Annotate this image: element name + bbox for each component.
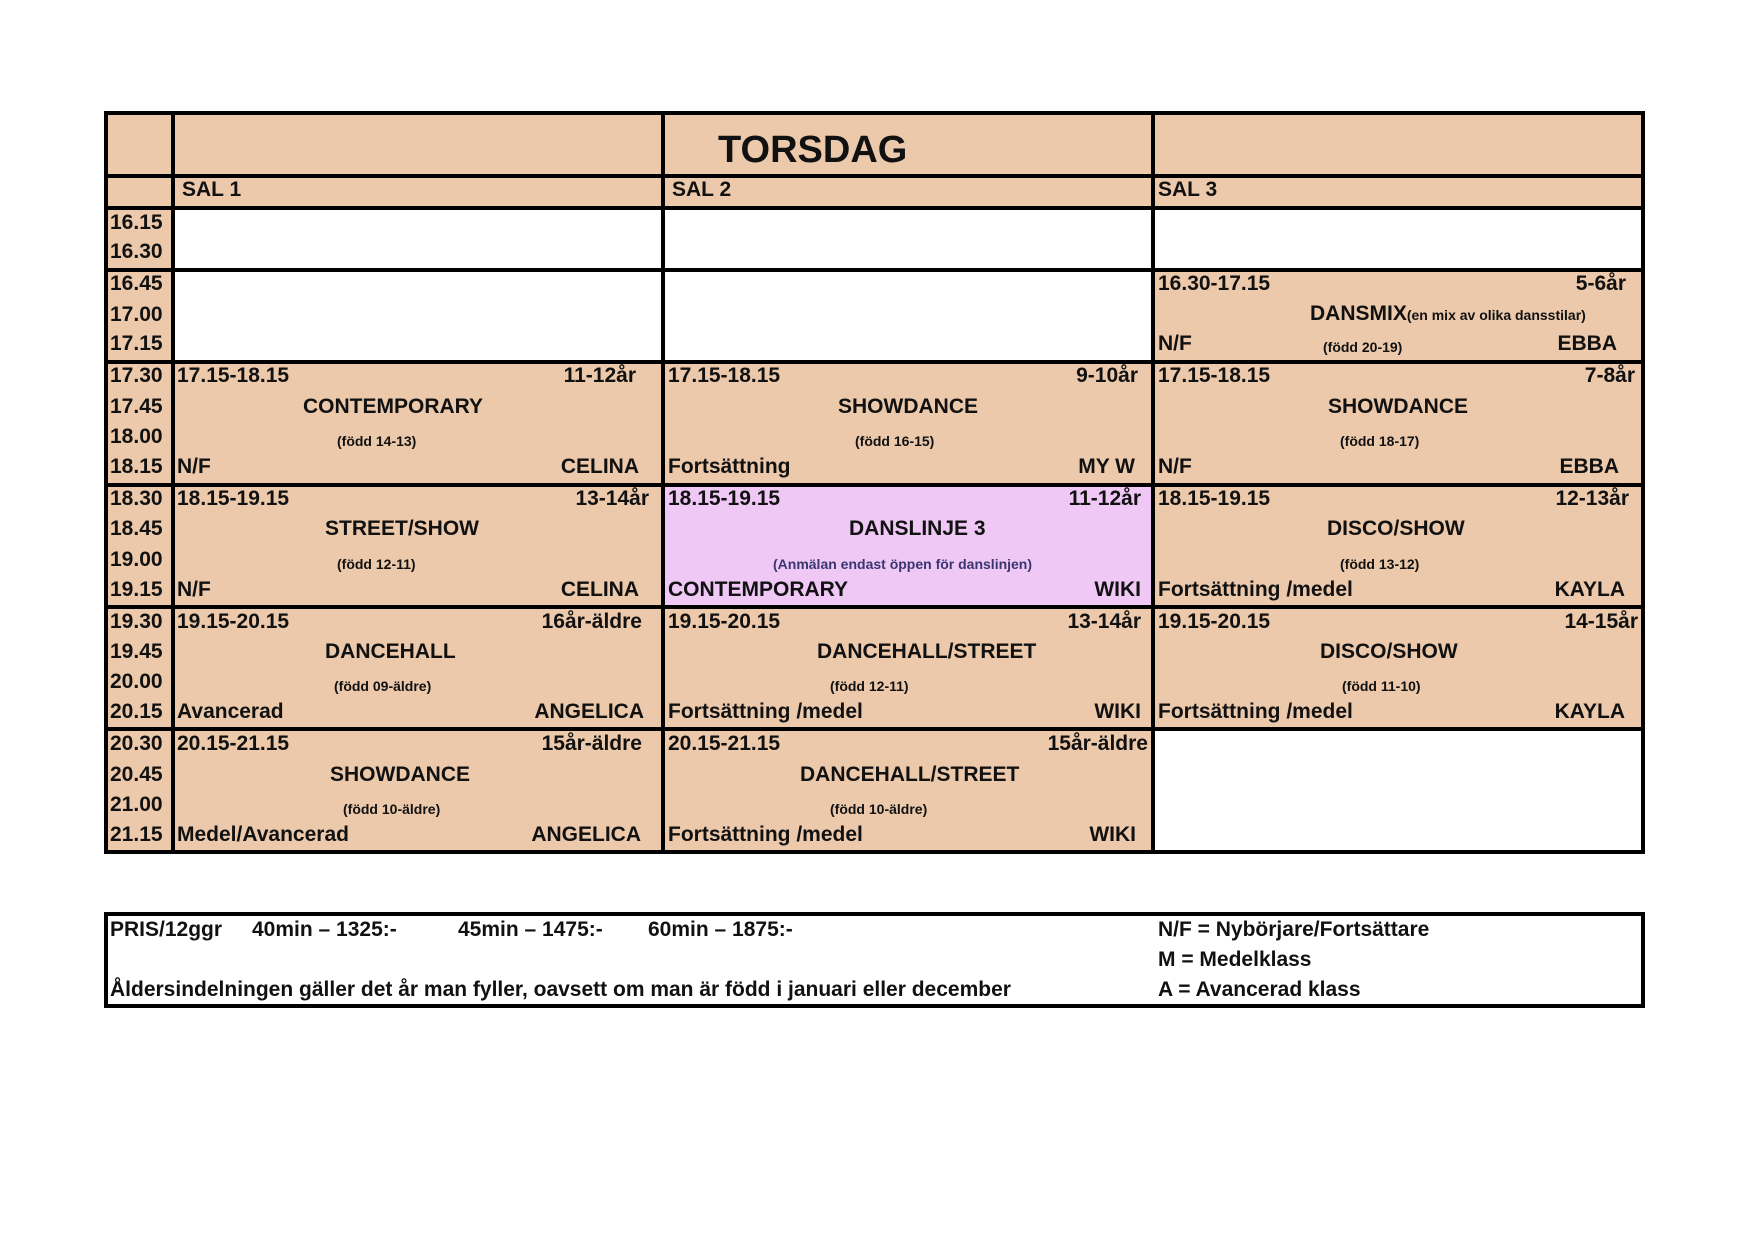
class-level: Fortsättning — [668, 455, 791, 478]
class-teacher: MY W — [1078, 455, 1135, 478]
class-born: (född 11-10) — [1342, 678, 1421, 694]
class-time: 18.15-19.15 — [1158, 487, 1271, 510]
class-level: N/F — [177, 578, 211, 601]
class-born: (född 14-13) — [337, 433, 417, 449]
legend-m: M = Medelklass — [1158, 948, 1312, 971]
class-level: CONTEMPORARY — [668, 578, 849, 601]
time-label: 17.45 — [110, 395, 163, 418]
class-level: N/F — [1158, 455, 1192, 478]
class-teacher: CELINA — [560, 578, 639, 601]
class-age: 13-14år — [1067, 610, 1141, 633]
class-born: (född 10-äldre) — [343, 801, 441, 817]
class-born: (född 20-19) — [1323, 339, 1403, 355]
price-40: 40min – 1325:- — [252, 918, 397, 941]
class-name-note: (en mix av olika dansstilar) — [1406, 307, 1586, 323]
class-name: DANSLINJE 3 — [849, 517, 986, 540]
class-time: 20.15-21.15 — [177, 732, 290, 755]
class-born: (född 10-äldre) — [830, 801, 928, 817]
class-time: 19.15-20.15 — [668, 610, 781, 633]
time-label: 19.15 — [110, 578, 163, 601]
price-45: 45min – 1475:- — [458, 918, 603, 941]
grid-line — [104, 360, 1645, 364]
class-name: DANCEHALL/STREET — [800, 763, 1020, 786]
class-teacher: KAYLA — [1554, 578, 1625, 601]
class-age: 9-10år — [1076, 364, 1138, 387]
class-level: N/F — [177, 455, 211, 478]
class-name: DISCO/SHOW — [1327, 517, 1465, 540]
class-teacher: EBBA — [1559, 455, 1619, 478]
time-label: 20.00 — [110, 670, 163, 693]
legend-nf: N/F = Nybörjare/Fortsättare — [1158, 918, 1430, 941]
price-60: 60min – 1875:- — [648, 918, 793, 941]
grid-line — [1151, 111, 1155, 854]
price-label: PRIS/12ggr — [110, 918, 223, 941]
class-level: Avancerad — [177, 700, 284, 723]
class-time: 17.15-18.15 — [668, 364, 781, 387]
class-age: 11-12år — [1068, 487, 1141, 510]
time-label: 17.00 — [110, 303, 163, 326]
class-age: 13-14år — [575, 487, 649, 510]
time-label: 16.30 — [110, 240, 163, 263]
time-label: 18.45 — [110, 517, 163, 540]
time-label: 19.30 — [110, 610, 163, 633]
class-teacher: ANGELICA — [531, 823, 641, 846]
grid-line — [104, 605, 1645, 609]
class-time: 19.15-20.15 — [177, 610, 290, 633]
class-time: 17.15-18.15 — [1158, 364, 1271, 387]
class-age: 7-8år — [1584, 364, 1635, 387]
class-name: DANCEHALL — [325, 640, 456, 663]
class-age: 12-13år — [1555, 487, 1629, 510]
class-time: 19.15-20.15 — [1158, 610, 1271, 633]
class-teacher: WIKI — [1089, 823, 1136, 846]
empty-slot-sal3-e — [1155, 729, 1643, 853]
time-label: 18.15 — [110, 455, 163, 478]
class-name: DISCO/SHOW — [1320, 640, 1458, 663]
class-time: 18.15-19.15 — [177, 487, 290, 510]
grid-line — [104, 111, 108, 854]
time-label: 20.15 — [110, 700, 163, 723]
time-label: 16.45 — [110, 272, 163, 295]
grid-line — [661, 111, 665, 854]
class-teacher: WIKI — [1094, 578, 1141, 601]
grid-line — [1641, 111, 1645, 854]
class-name: SHOWDANCE — [330, 763, 470, 786]
class-teacher: KAYLA — [1554, 700, 1625, 723]
class-name: SHOWDANCE — [838, 395, 978, 418]
class-teacher: EBBA — [1557, 332, 1617, 355]
room-label-sal2: SAL 2 — [672, 178, 732, 201]
room-label-sal1: SAL 1 — [182, 178, 242, 201]
class-born: (född 12-11) — [337, 556, 416, 572]
class-teacher: ANGELICA — [534, 700, 644, 723]
class-name: DANCEHALL/STREET — [817, 640, 1037, 663]
time-label: 17.15 — [110, 332, 163, 355]
legend-a: A = Avancerad klass — [1158, 978, 1361, 1001]
empty-slot-row — [173, 208, 1643, 270]
class-age: 14-15år — [1564, 610, 1638, 633]
time-label: 21.00 — [110, 793, 163, 816]
class-age: 15år-äldre — [1047, 732, 1148, 755]
class-name: SHOWDANCE — [1328, 395, 1468, 418]
class-teacher: WIKI — [1094, 700, 1141, 723]
class-teacher: CELINA — [560, 455, 639, 478]
class-time: 17.15-18.15 — [177, 364, 290, 387]
class-name: STREET/SHOW — [325, 517, 480, 540]
class-level: Fortsättning /medel — [668, 700, 863, 723]
class-born: (född 12-11) — [830, 678, 909, 694]
class-name: DANSMIX(en mix av olika dansstilar) — [1310, 302, 1586, 325]
class-name: CONTEMPORARY — [303, 395, 484, 418]
class-time: 20.15-21.15 — [668, 732, 781, 755]
time-label: 18.00 — [110, 425, 163, 448]
time-label: 20.45 — [110, 763, 163, 786]
time-label: 16.15 — [110, 211, 163, 234]
class-born: (född 09-äldre) — [334, 678, 432, 694]
class-age: 5-6år — [1575, 272, 1626, 295]
class-age: 11-12år — [563, 364, 636, 387]
class-born: (född 16-15) — [855, 433, 935, 449]
class-born: (född 13-12) — [1340, 556, 1420, 572]
grid-line — [171, 111, 175, 854]
time-label: 20.30 — [110, 732, 163, 755]
grid-line — [104, 111, 1645, 115]
class-level: N/F — [1158, 332, 1192, 355]
class-time: 18.15-19.15 — [668, 487, 781, 510]
time-label: 17.30 — [110, 364, 163, 387]
class-age: 16år-äldre — [541, 610, 642, 633]
grid-line — [104, 206, 1645, 210]
grid-line — [104, 268, 1645, 272]
grid-line — [104, 174, 1645, 178]
class-time: 16.30-17.15 — [1158, 272, 1271, 295]
time-label: 19.45 — [110, 640, 163, 663]
class-born: (född 18-17) — [1340, 433, 1420, 449]
time-label: 21.15 — [110, 823, 163, 846]
class-level: Fortsättning /medel — [1158, 700, 1353, 723]
time-label: 19.00 — [110, 548, 163, 571]
class-age: 15år-äldre — [541, 732, 642, 755]
grid-line — [104, 850, 1645, 854]
grid-line — [104, 727, 1645, 731]
grid-line — [104, 483, 1645, 487]
class-level: Medel/Avancerad — [177, 823, 349, 846]
row-block-d — [173, 607, 1643, 729]
class-note: (Anmälan endast öppen för danslinjen) — [773, 556, 1033, 572]
room-label-sal3: SAL 3 — [1158, 178, 1218, 201]
age-rule: Åldersindelningen gäller det år man fyller, oavsett om man är född i januari eller december — [110, 978, 1011, 1001]
class-level: Fortsättning /medel — [1158, 578, 1353, 601]
row-block-b — [173, 362, 1643, 485]
time-label: 18.30 — [110, 487, 163, 510]
class-level: Fortsättning /medel — [668, 823, 863, 846]
day-title: TORSDAG — [718, 129, 908, 171]
